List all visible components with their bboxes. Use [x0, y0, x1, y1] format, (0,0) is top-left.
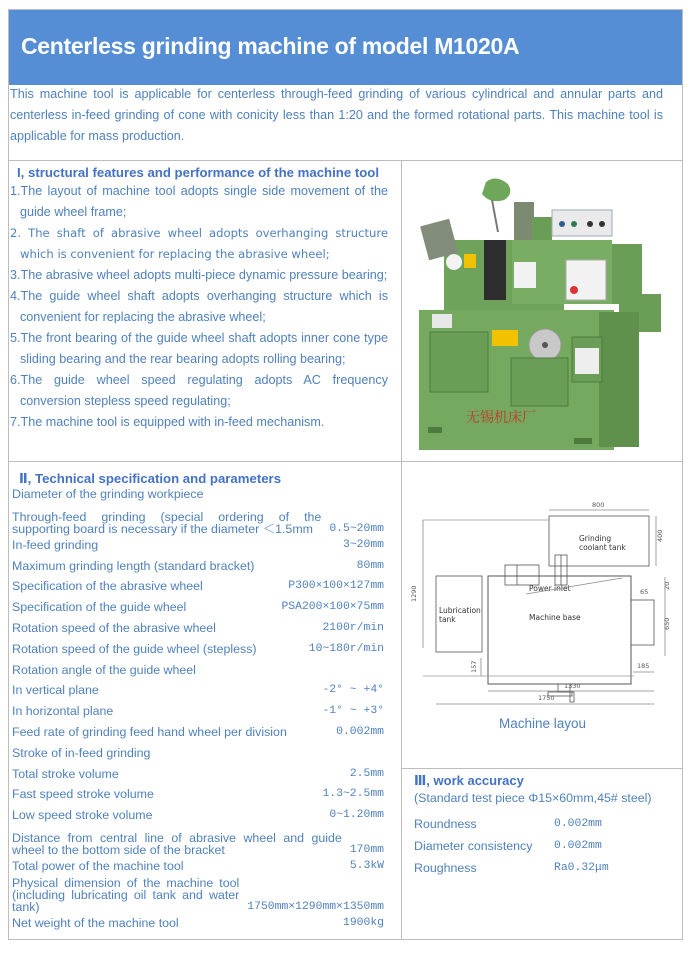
dim-800: 800 [592, 501, 605, 509]
spec-row [12, 722, 384, 743]
feature-item: 7.The machine tool is equipped with in-feed mechanism. [10, 415, 325, 429]
feature-item: 2. The shaft of abrasive wheel adopts overhanging structure which is convenient for replacing the abrasive wheel; [10, 226, 388, 261]
spec-label: Specification of the abrasive wheel [12, 579, 203, 594]
spec-row [12, 597, 384, 618]
dim-65: 65 [640, 588, 649, 596]
spec-row [12, 639, 384, 660]
spec-row [12, 877, 384, 913]
label-lube-2: tank [439, 615, 456, 624]
spec-value: 0.002mm [336, 725, 384, 738]
spec-label: Low speed stroke volume [12, 808, 153, 823]
divider [401, 768, 683, 769]
dim-157: 157 [470, 660, 478, 673]
spec-label: Through-feed grinding (special ordering of the supporting board is necessary if the diameter ＜1.5mm [12, 509, 322, 536]
intro-paragraph: This machine tool is applicable for centerless through-feed grinding of various cylindrical and annular parts and centerless in-feed grinding of cone with conicity less than 1:20 and the formed rotational parts. This machine tool is applicable for mass production. [10, 87, 663, 143]
feature-item: 6.The guide wheel speed regulating adopts AC frequency conversion stepless speed regulating; [10, 373, 388, 408]
dim-650: 650 [663, 617, 671, 630]
accuracy-row [414, 835, 676, 857]
spec-value: 10~180r/min [308, 642, 384, 655]
spec-label: Stroke of in-feed grinding [12, 745, 151, 760]
divider [8, 461, 683, 462]
spec-label: Specification of the guide wheel [12, 600, 187, 615]
spec-label: In horizontal plane [12, 704, 114, 719]
divider [8, 160, 683, 161]
spec-row [12, 784, 384, 805]
spec-value: 2.5mm [349, 767, 384, 780]
spec-value: -1° ~ +3° [322, 705, 384, 718]
accuracy-title: Ⅲ, work accuracy [414, 773, 524, 788]
dim-1750: 1750 [538, 694, 555, 702]
spec-value: 5.3kW [349, 859, 384, 872]
accuracy-label: Diameter consistency [414, 839, 533, 853]
title-banner [9, 10, 682, 85]
spec-value: 1750mm×1290mm×1350mm [247, 900, 384, 913]
spec-label: Diameter of the grinding workpiece [12, 487, 204, 501]
accuracy-subtitle: (Standard test piece Φ15×60mm,45# steel) [414, 791, 652, 805]
page-title: Centerless grinding machine of model M1020A [21, 33, 520, 59]
spec-row [12, 505, 384, 535]
spec-label: Fast speed stroke volume [12, 787, 154, 802]
spec-label: In vertical plane [12, 683, 99, 698]
dim-20: 20 [663, 581, 671, 590]
feature-item: 1.The layout of machine tool adopts single side movement of the guide wheel frame; [10, 184, 388, 219]
spec-row [12, 701, 384, 722]
accuracy-section [414, 773, 676, 879]
specs-table [12, 484, 384, 934]
spec-row [12, 484, 384, 505]
label-power-inlet: Power inlet [529, 584, 571, 593]
accuracy-value: 0.002mm [554, 840, 602, 852]
spec-label: Rotation speed of the abrasive wheel [12, 620, 216, 635]
spec-label: Rotation speed of the guide wheel (stepless) [12, 641, 257, 656]
spec-value: 1900kg [342, 916, 384, 929]
spec-label: Total power of the machine tool [12, 858, 184, 873]
machine-brand-text: 无锡机床厂 [466, 410, 536, 426]
spec-value: 170mm [349, 843, 384, 856]
label-machine-base: Machine base [529, 613, 581, 622]
lamp-icon [482, 178, 510, 201]
feature-item: 4.The guide wheel shaft adopts overhanging structure which is convenient for replacing the abrasive wheel; [10, 289, 388, 324]
spec-value: P300×100×127mm [288, 580, 384, 593]
spec-row [12, 535, 384, 556]
spec-value: PSA200×100×75mm [281, 601, 384, 614]
accuracy-label: Roundness [414, 817, 477, 831]
spec-value: 2100r/min [322, 621, 384, 634]
spec-value: 0.5~20mm [329, 522, 384, 535]
accuracy-value: 0.002mm [554, 818, 602, 830]
machine-photo [404, 162, 679, 458]
feature-item: 5.The front bearing of the guide wheel shaft adopts inner cone type sliding bearing and the rear bearing adopts rolling bearing; [10, 331, 388, 366]
spec-row [12, 764, 384, 785]
spec-label: In-feed grinding [12, 537, 99, 552]
label-lube-1: Lubrication [439, 606, 481, 615]
spec-row [12, 618, 384, 639]
spec-label: Physical dimension of the machine tool (including lubricating oil tank and water tank) [12, 875, 240, 914]
spec-label: Rotation angle of the guide wheel [12, 662, 196, 677]
spec-value: 1.3~2.5mm [322, 788, 384, 801]
spec-label: Feed rate of grinding feed hand wheel per division [12, 724, 287, 739]
dim-1290: 1290 [410, 585, 418, 602]
spec-row [12, 576, 384, 597]
features-list [10, 181, 388, 433]
spec-row [12, 743, 384, 764]
spec-row [12, 660, 384, 681]
dim-1330: 1330 [564, 682, 581, 690]
accuracy-row [414, 813, 676, 835]
spec-label: Total stroke volume [12, 766, 119, 781]
spec-row [12, 826, 384, 856]
spec-value: 0~1.20mm [329, 809, 384, 822]
machine-layout-diagram [404, 470, 679, 720]
features-title: I, structural features and performance of the machine tool [17, 165, 379, 180]
spec-row [12, 680, 384, 701]
feature-item: 3.The abrasive wheel adopts multi-piece dynamic pressure bearing; [10, 268, 388, 282]
label-coolant-2: coolant tank [579, 543, 626, 552]
spec-row [12, 856, 384, 877]
dim-400: 400 [656, 529, 664, 542]
spec-row [12, 556, 384, 577]
spec-value: -2° ~ +4° [322, 684, 384, 697]
dim-185: 185 [637, 662, 650, 670]
diagram-caption: Machine layou [498, 716, 587, 731]
column-divider [401, 160, 402, 940]
spec-label: Distance from central line of abrasive wheel and guide wheel to the bottom side of the bracket [12, 830, 342, 857]
specs-title: Ⅱ, Technical specification and parameters [19, 471, 282, 486]
accuracy-row [414, 857, 676, 879]
spec-label: Maximum grinding length (standard bracket) [12, 558, 255, 573]
spec-label: Net weight of the machine tool [12, 915, 179, 930]
spec-row [12, 805, 384, 826]
spec-row [12, 913, 384, 934]
accuracy-value: Ra0.32μm [554, 862, 609, 874]
spec-value: 3~20mm [342, 538, 384, 551]
label-coolant-1: Grinding [579, 534, 612, 543]
spec-value: 80mm [356, 559, 384, 572]
accuracy-label: Roughness [414, 861, 477, 875]
